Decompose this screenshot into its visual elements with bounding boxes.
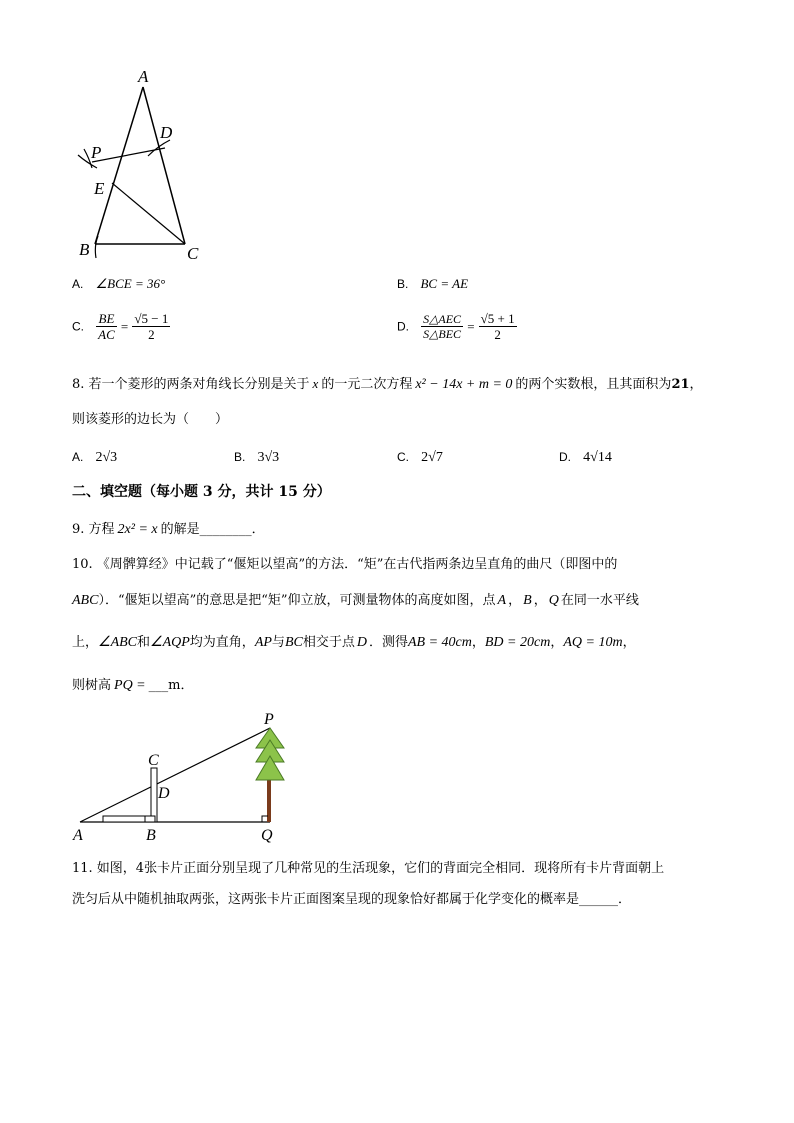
q9-suffix: 的解是________． bbox=[160, 522, 265, 537]
q11-line-1: 11. 如图，4张卡片正面分别呈现了几种常见的生活现象，它们的背面完全相同．现将所有卡片背面朝上 bbox=[72, 861, 665, 876]
q10-point-a: A bbox=[497, 593, 507, 608]
q10-text: 和 bbox=[137, 635, 151, 650]
option-value: 3√3 bbox=[257, 450, 280, 465]
tree-trunk bbox=[267, 778, 271, 822]
q10-line-3: 上，∠ABC和∠AQP均为直角，AP与BC相交于点 D ．测得AB = 40cm，BD = 20cm，AQ = 10m， bbox=[72, 635, 636, 650]
q10-ap: AP bbox=[254, 635, 272, 650]
fraction-right bbox=[479, 312, 517, 341]
q9 bbox=[72, 523, 265, 537]
q10-text: 相交于点 bbox=[302, 635, 355, 650]
section-heading: 二、填空题（每小题 3 分，共计 15 分） bbox=[72, 484, 331, 500]
q8-option-d bbox=[559, 451, 612, 465]
q10-angle-abc: ∠ABC bbox=[98, 635, 138, 650]
q8-var: x bbox=[312, 376, 319, 391]
q10-angle-aqp: ∠AQP bbox=[150, 635, 190, 650]
equals-sign: = bbox=[467, 319, 475, 334]
q11-line-2: 洗匀后从中随机抽取两张，这两张卡片正面图案呈现的现象恰好都属于化学变化的概率是______． bbox=[72, 892, 632, 907]
q10-text: ）．“偃矩以望高”的意思是把“矩”仰立放，可测量物体的高度如图，点 bbox=[98, 593, 496, 608]
option-letter: D. bbox=[397, 319, 409, 334]
q10-pq: PQ = bbox=[114, 678, 146, 693]
fraction-numerator: √5 − 1 bbox=[134, 311, 169, 326]
option-letter: C. bbox=[72, 319, 84, 334]
q10-blank: ___m． bbox=[148, 678, 194, 693]
fraction-numerator: S△AEC bbox=[423, 312, 462, 326]
q10-bc: BC bbox=[284, 635, 303, 650]
fraction-numerator: √5 + 1 bbox=[480, 311, 515, 326]
label-a: A bbox=[138, 67, 149, 86]
label-c: C bbox=[187, 244, 199, 263]
q9-equation: 2x² = x bbox=[117, 522, 158, 537]
q7-option-d bbox=[397, 312, 517, 341]
q7-option-b bbox=[397, 277, 468, 291]
q10-d: D bbox=[356, 635, 367, 650]
fraction-denominator: 2 bbox=[148, 327, 155, 342]
ruler-vertical bbox=[151, 768, 157, 822]
fraction-numerator: BE bbox=[96, 312, 117, 327]
q10-measure-ab: AB = 40cm bbox=[407, 635, 472, 650]
q10-line-2: ABC）．“偃矩以望高”的意思是把“矩”仰立放，可测量物体的高度如图，点 A ， B ， Q 在同一水平线 bbox=[72, 593, 639, 608]
label-b: B bbox=[79, 240, 90, 259]
fraction-denominator: 2 bbox=[494, 327, 501, 342]
equals-sign: = bbox=[120, 319, 129, 334]
label-a: A bbox=[73, 827, 83, 844]
q10-point-b: B bbox=[523, 593, 532, 608]
q9-prefix: 9. 方程 bbox=[72, 522, 115, 537]
triangle-figure bbox=[70, 62, 210, 267]
q8-equation: x² − 14x + m = 0 bbox=[415, 377, 513, 392]
option-letter: A. bbox=[72, 277, 84, 291]
label-p: P bbox=[91, 143, 102, 162]
q10-abc: ABC bbox=[72, 593, 99, 608]
fraction-left bbox=[96, 312, 117, 341]
fraction-denominator: S△BEC bbox=[423, 327, 462, 341]
q8-text: 8. 若一个菱形的两条对角线长分别是关于 bbox=[72, 377, 310, 392]
q10-point-q: Q bbox=[548, 593, 559, 608]
q10-line-4 bbox=[72, 679, 193, 693]
q10-line-1: 10. 《周髀算经》中记载了“偃矩以望高”的方法．“矩”在古代指两条边呈直角的曲尺（即图中的 bbox=[72, 557, 618, 572]
fraction-left bbox=[421, 313, 463, 340]
side-ab bbox=[95, 87, 143, 244]
label-e: E bbox=[94, 179, 105, 198]
label-d: D bbox=[160, 123, 173, 142]
option-value: 4√14 bbox=[583, 450, 612, 465]
option-letter: C. bbox=[397, 450, 409, 464]
fraction-denominator: AC bbox=[98, 327, 115, 342]
option-letter: D. bbox=[559, 450, 571, 464]
q10-text: ．测得 bbox=[368, 635, 408, 650]
q10-text: 与 bbox=[271, 635, 285, 650]
q10-measure-aq: AQ = 10m bbox=[563, 635, 623, 650]
q8-line-2: 则该菱形的边长为（ ） bbox=[72, 412, 229, 427]
q10-measure-bd: BD = 20cm bbox=[484, 635, 551, 650]
tree-height-figure bbox=[70, 705, 290, 845]
q10-text: 上， bbox=[72, 635, 99, 650]
option-letter: A. bbox=[72, 450, 84, 464]
label-p: P bbox=[264, 711, 274, 728]
q7-option-c bbox=[72, 312, 170, 341]
label-c: C bbox=[148, 752, 159, 769]
option-expression: ∠BCE = 36° bbox=[95, 276, 166, 291]
option-value: 2√3 bbox=[95, 450, 118, 465]
q10-text: 均为直角， bbox=[189, 635, 255, 650]
q8-text: ， bbox=[689, 377, 703, 392]
q8-option-a bbox=[72, 451, 117, 465]
q10-text: 在同一水平线 bbox=[560, 593, 639, 608]
option-letter: B. bbox=[397, 277, 409, 291]
label-d: D bbox=[158, 785, 170, 802]
q8-text: 的两个实数根，且其面积为 bbox=[515, 377, 672, 392]
ruler-horizontal bbox=[103, 816, 155, 822]
q8-option-b bbox=[234, 451, 279, 465]
q10-text: 则树高 bbox=[72, 678, 112, 693]
segment-ce bbox=[112, 183, 185, 244]
label-b: B bbox=[146, 827, 156, 844]
q8-option-c bbox=[397, 451, 443, 465]
sight-line bbox=[80, 728, 270, 822]
q8-area: 21 bbox=[671, 377, 690, 392]
q8-text: 的一元二次方程 bbox=[321, 377, 413, 392]
q7-option-a bbox=[72, 277, 165, 291]
fraction-right bbox=[132, 312, 170, 341]
label-q: Q bbox=[261, 827, 273, 844]
q8-line-1 bbox=[72, 377, 703, 392]
side-ac bbox=[143, 87, 185, 244]
option-expression: BC = AE bbox=[420, 276, 469, 291]
option-value: 2√7 bbox=[421, 450, 443, 465]
option-letter: B. bbox=[234, 450, 246, 464]
